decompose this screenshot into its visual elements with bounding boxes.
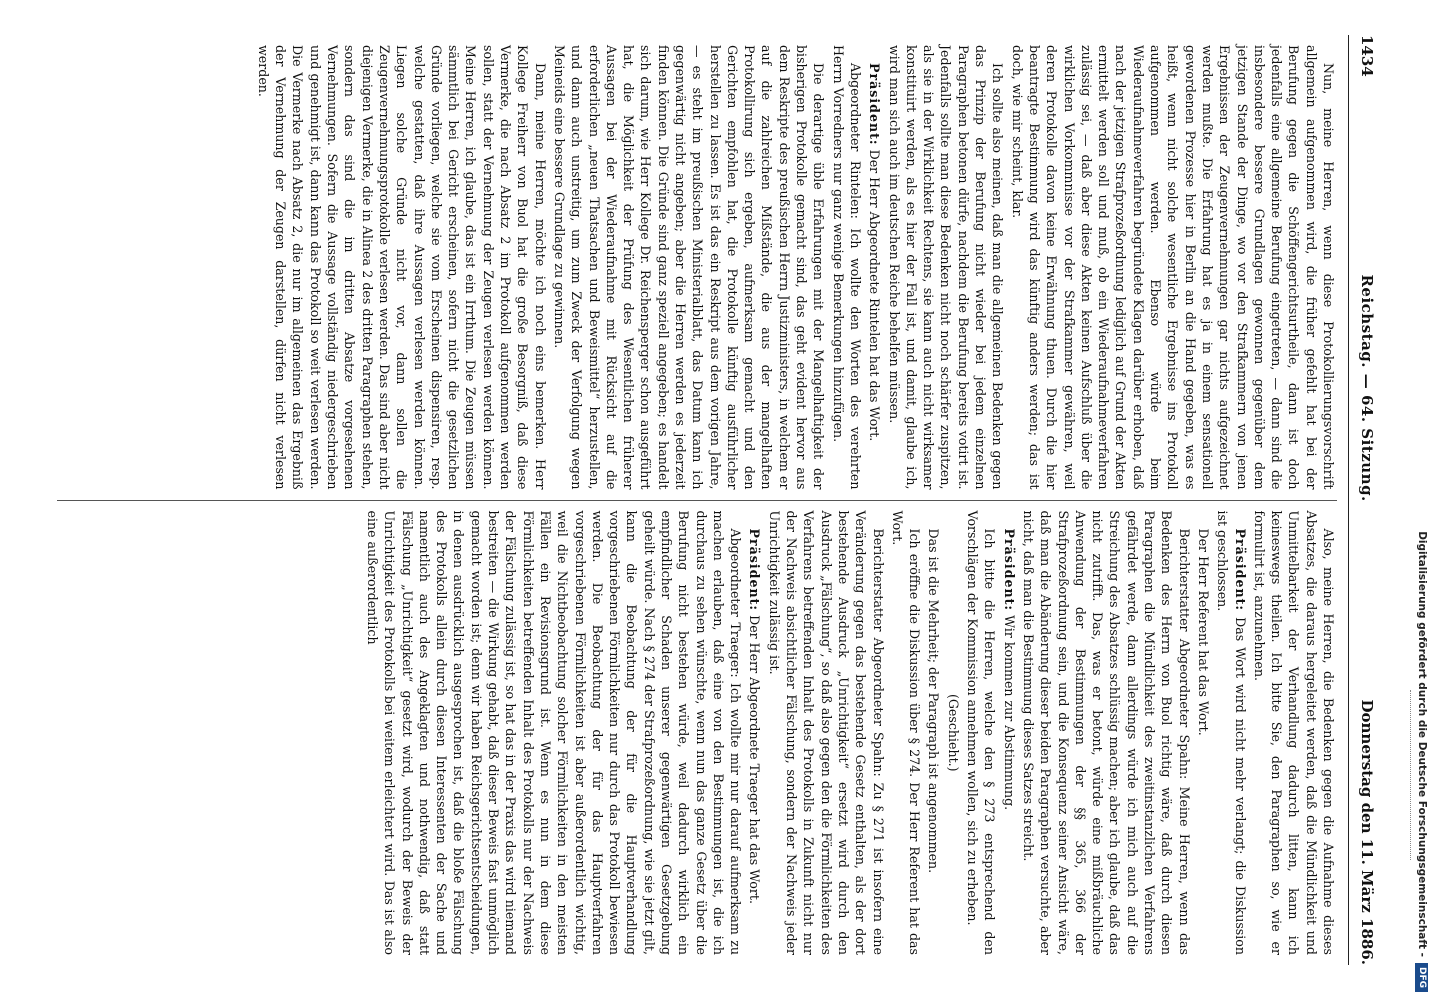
page-number: 1434 bbox=[1358, 35, 1376, 77]
paragraph-text: Wir kommen zur Abstimmung. bbox=[1001, 611, 1017, 811]
paragraph-text: Dann, meine Herren, möchte ich noch eins bemerken. Herr Kollege Freiherr von Buol hat die große Besorgniß, daß diese Vermerke, die nach Absatz 2 im Protokoll aufgenommen werden sollen, statt der Vernehmung der Zeugen verlesen werden können. Meine Herren, ich glaube, das ist ein Irrthum. Die Zeugen müssen sämmtlich bei Gericht erscheinen, sofern nicht die gesetzlichen Gründe vorliegen, welche sie vom Erscheinen dispensiren, resp. welche gestatten, daß ihre Aussagen verlesen werden können. Liegen solche Gründe nicht vor, dann sollen die Zeugenvernehmungsprotokolle verlesen werden. Das sind aber nicht diejenigen Vermerke, die in Alinea 2 des dritten Paragraphen stehen, sondern das sind die im dritten Absatze vorgesehenen Vernehmungen. Sofern die Aussage vollständig niedergeschrieben und genehmigt ist, dann kann das Protokoll so weit verlesen werden. Die Vermerke nach Absatz 2, die nur im allgemeinen das Ergebniß der Vernehmung der Zeugen darstellen, dürfen nicht verlesen werden. bbox=[255, 45, 548, 490]
paragraph-text: Abgeordneter Traeger: Ich wollte mir nur darauf aufmerksam zu machen erlauben, daß eine von den Bestimmungen ist, die ich durchaus zu sehen wünschte, wenn nun das ganze Gesetz über die Berufung nicht bestehen würde, weil dadurch wirklich ein empfindlicher Schaden unserer gegenwärtigen Gesetzgebung geheilt würde. Nach § 274 der Strafprozeßordnung, wie sie jetzt gilt, kann die Beobachtung der für die Hauptverhandlung vorgeschriebenen Förmlichkeiten nur durch das Protokoll bewiesen werden. Die Beobachtung der für das Hauptverfahren vorgeschriebenen Förmlichkeiten ist aber außerordentlich wichtig, weil die Nichtbeobachtung solcher Förmlichkeiten in den meisten Fällen ein Revisionsgrund ist. Wenn es nun in dem diese Förmlichkeiten betreffenden Inhalt des Protokolls nur der Nachweis der Fälschung zulässig ist, so hat das in der Praxis das wird niemand bestreiten — die Wirkung gehabt, daß dieser Beweis fast unmöglich gemacht worden ist; denn wir haben Reichsgerichtsentscheidungen, in denen ausdrücklich ausgesprochen ist, daß die bloße Fälschung des Protokolls allein durch diesen Interessenten der Sache und namentlich auch des Angeklagten und nothwendig, daß statt Fälschung „Unrichtigkeit“ gesetzt wird, wodurch der Beweis der Unrichtigkeit des Protokolls bei weitem erleichtert wird. Das ist also eine außerordentlich bbox=[364, 510, 744, 955]
paragraph bbox=[1251, 511, 1337, 956]
paragraph-text: Der Herr Abgeordnete Rintelen hat das Wort. bbox=[867, 145, 883, 442]
paragraph-text: Abgeordneter Rintelen: Ich wollte den Worten des verehrten Herrn Vorredners nur ganz wenige Bemerkungen hinzufügen. bbox=[830, 45, 863, 490]
paragraph-text: Berichterstatter Abgeordneter Spahn: Zu § 271 ist insofern eine Veränderung gegen das bestehende Gesetz enthalten, als der dort bestehende Ausdruck „Unrichtigkeit“ ersetzt wird durch den Ausdruck „Fälschung“, so daß also gegen den die Förmlichkeiten des Verfahrens betreffenden Inhalt des Protokolls in Zukunft nicht nur der Nachweis absichtlicher Fälschung, sondern der Nachweis jeder Unrichtigkeit zulässig ist. bbox=[766, 510, 886, 955]
session-date: Donnerstag den 11. März 1886. bbox=[1358, 699, 1376, 965]
page-header bbox=[1348, 35, 1385, 965]
paragraph-text: Die derartige üble Erfahrungen mit der Mangelhaftigkeit der bisherigen Protokolle gemacht sind, das geht evident hervor aus dem Reskripte des preußischen Herrn Justizministers, in welchem er auf die zahlreichen Mißstände, die aus der mangelhaften Protokollirung sich ergeben, aufmerksam gemacht und den Gerichten empfohlen hat, die Protokolle künftig ausführlicher herstellen zu lassen. Es ist das ein Reskript aus dem vorigen Jahre, — es steht im preußischen Ministerialblatt, das Datum kann ich gegenwärtig nicht angeben; aber die Herren werden es jederzeit finden können. Die Gründe sind ganz speziell angegeben; es handelt sich darum, wie Herr Kollege Dr. Reichensperger schon ausgeführt hat, die Möglichkeit der Prüfung des Wesentlichen früherer Aussagen bei der Wiederaufnahme mit Rücksicht auf die erforderlichen „neuen Thatsachen und Beweismittel“ herzustellen, und dann auch unstreitig, um zum Zweck der Verfolgung wegen Meineids eine bessere Grundlage zu gewinnen. bbox=[551, 45, 827, 490]
paragraph-text: Das ist die Mehrheit; der Paragraph ist angenommen. bbox=[926, 528, 942, 874]
column-right bbox=[57, 500, 1337, 966]
rotated-page bbox=[55, 35, 1385, 965]
paragraph bbox=[1000, 511, 1017, 956]
paragraph bbox=[551, 45, 828, 490]
paragraph-text: Das Wort wird nicht mehr verlangt; die Diskussion ist geschlossen. bbox=[1215, 510, 1248, 955]
paragraph-text: Der Herr Abgeordnete Traeger hat das Wort. bbox=[747, 611, 763, 904]
paragraph bbox=[766, 511, 887, 956]
paragraph bbox=[885, 45, 1006, 490]
paragraph-text: Berichterstatter Abgeordneter Spahn: Meine Herren, wenn das Bedenken des Herrn von Buol richtig wäre, daß durch diesen Paragraphen die Mündlichkeit des zweitinstanzlichen Verfahrens gefährdet werde, dann allerdings würde ich mich auch auf die Streichung des Absatzes schlüssig machen; aber ich glaube, daß das nicht zutrifft. Das, was er betont, würde eine mißbräuchliche Anwendung der Bestimmungen der §§ 365, 366 der Strafprozeßordnung sein, und die Konsequenz seiner Ansicht wäre, daß man die Abänderung dieser beiden Paragraphen versuchte, aber nicht, daß man die Bestimmung dieses Satzes streicht. bbox=[1020, 510, 1192, 955]
digitization-notice bbox=[1414, 8, 1430, 992]
paragraph-text: Also, meine Herren, die Bedenken gegen die Aufnahme dieses Absatzes, die daraus hergeleitet werden, daß die Mündlichkeit und Unmittelbarkeit der Verhandlung dadurch litten, kann ich keineswegs theilen. Ich bitte Sie, den Paragraphen so, wie er formulirt ist, anzunehmen. bbox=[1251, 510, 1336, 955]
paragraph bbox=[364, 511, 745, 956]
paragraph-text: (Geschieht.) bbox=[945, 693, 961, 772]
speaker-label: Präsident: bbox=[1232, 528, 1248, 612]
paragraph bbox=[1008, 45, 1337, 490]
paragraph-text: Nun, meine Herren, wenn diese Protokollierungsvorschrift allgemein aufgenommen wird, die früher gefehlt hat bei der Berufung gegen die Schöffengerichtsurtheile, dann ist doch jedenfalls eine allgemeine Berufung eingetreten, — dann sind die insbesondere bessere Grundlagen gewonnen gegenüber dem jetzigen Stande der Dinge, wo vor den Strafkammern von jenen Ergebnissen der Zeugenvernehmungen gar nichts aufgezeichnet werden mußte. Die Erfahrung hat es ja in einem sensationell gewordenen Prozesse hier in Berlin an die Hand gegeben, was es heißt, wenn nicht solche wesentliche Ergebnisse ins Protokoll aufgenommen werden. Ebenso würde beim Wiederaufnahmeverfahren begründete Klagen darüber erhoben, daß nach der jetzigen Strafprozeßordnung lediglich auf Grund der Akten ermittelt werden soll und muß, ob ein Wiederaufnahmeverfahren zulässig sei, — daß aber diese Akten keinen Aufschluß über die wirklichen Vorkommnisse vor der Strafkammer gewähren, weil deren Protokolle davon keine Erwähnung thuen. Durch die hier beantragte Bestimmung wird das künftig anders werden; das ist doch, wie mir scheint, klar. bbox=[1009, 45, 1336, 490]
dfg-logo: DFG bbox=[1416, 963, 1429, 992]
paragraph bbox=[925, 511, 942, 956]
speaker-label: Präsident: bbox=[747, 528, 763, 612]
speaker-label: Präsident: bbox=[1001, 528, 1017, 612]
speaker-label: Präsident: bbox=[867, 63, 883, 146]
session-title: Reichstag. — 64. Sitzung. bbox=[1358, 274, 1376, 502]
paragraph bbox=[829, 45, 864, 490]
paragraph-text: Ich bitte die Herren, welche den § 273 entsprechend den Vorschlägen der Kommission annehmen wollen, sich zu erheben. bbox=[965, 510, 998, 955]
paragraph bbox=[944, 511, 961, 956]
paragraph bbox=[964, 511, 999, 956]
paragraph bbox=[746, 511, 763, 956]
paragraph bbox=[1020, 511, 1193, 956]
paragraph-text: Ich sollte also meinen, daß man die allgemeinen Bedenken gegen das Prinzip der Berufung nicht wieder bei jedem einzelnen Paragraphen betonen dürfe, nachdem die Berufung bereits votirt ist. Jedenfalls sollte man diese Bedenken nicht noch schärfer zuspitzen, als sie in der Wirklichkeit Rechtens, sie kann auch nicht wirksamer konstituirt werden, als es hier der Fall ist, und damit, glaube ich, wird man sich auch im deutschen Reiche behelfen müssen. bbox=[886, 45, 1006, 490]
paragraph bbox=[889, 511, 924, 956]
notice-text: Digitalisierung gefördert durch die Deutsche Forschungsgemeinschaft - bbox=[1416, 531, 1428, 957]
paragraph-text: Der Herr Referent hat das Wort. bbox=[1195, 528, 1211, 736]
column-left bbox=[57, 35, 1337, 500]
paragraph bbox=[1214, 511, 1249, 956]
paragraph bbox=[866, 45, 883, 490]
paragraph bbox=[1195, 511, 1212, 956]
paragraph-text: Ich eröffne die Diskussion über § 274. Der Herr Referent hat das Wort. bbox=[889, 510, 923, 955]
text-columns bbox=[57, 35, 1337, 965]
paragraph bbox=[255, 45, 549, 490]
